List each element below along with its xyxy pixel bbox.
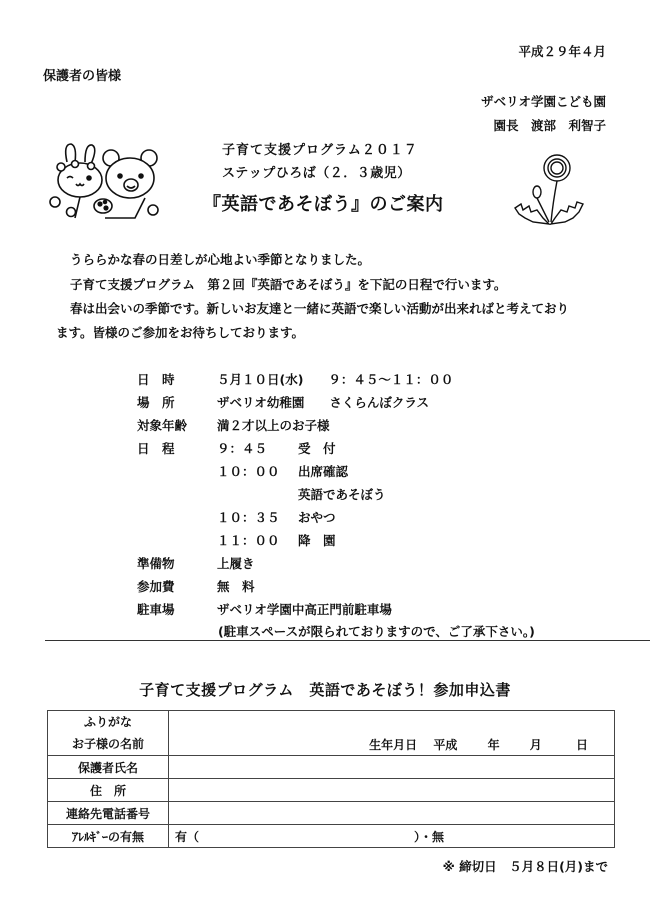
date-of-birth-field[interactable] — [369, 736, 588, 753]
dob-label: 生年月日 — [369, 737, 418, 752]
sender-name: 園長 渡部 利智子 — [493, 118, 606, 133]
intro-line: ます。皆様のご参加をお待ちしております。 — [56, 325, 305, 340]
program-title: 子育て支援プログラム２０１７ — [222, 143, 418, 158]
schedule-time: １１：００ — [217, 533, 280, 548]
dob-day: 日 — [575, 737, 588, 752]
datetime-label: 日 時 — [137, 372, 175, 387]
sender-organization: ザベリオ学園こども園 — [481, 94, 606, 109]
intro-line: うららかな春の日差しが心地よい季節となりました。 — [70, 252, 371, 267]
parking-value: ザベリオ学園中高正門前駐車場 — [217, 602, 392, 617]
schedule-time: ９：４５ — [217, 441, 268, 456]
parking-note: (駐車スペースが限られておりますので、ご了承下さい。) — [218, 624, 535, 639]
age-value: 満２才以上のお子様 — [217, 418, 330, 433]
schedule-activity: 降 園 — [298, 533, 336, 548]
rabbit-bear-illustration-icon — [45, 140, 165, 220]
child-name-row — [48, 711, 615, 756]
dandelion-illustration-icon — [513, 152, 585, 228]
schedule-time: １０：３５ — [217, 510, 280, 525]
address-row — [48, 779, 615, 802]
phone-row — [48, 802, 615, 825]
schedule-activity: 受 付 — [298, 441, 336, 456]
document-date: 平成２９年４月 — [518, 44, 606, 59]
intro-line: 春は出会いの季節です。新しいお友達と一緒に英語で楽しい活動が出来ればと考えており — [70, 301, 570, 316]
cut-line-divider — [45, 640, 650, 641]
schedule-label: 日 程 — [137, 441, 175, 456]
furigana-label: ふりがな — [83, 715, 132, 729]
dob-month: 月 — [529, 737, 542, 752]
child-name-label: お子様の名前 — [71, 737, 144, 751]
place-value: ザベリオ幼稚園 さくらんぼクラス — [217, 395, 430, 410]
allergy-input-cell[interactable] — [169, 825, 615, 848]
datetime-value: ５月１０日(水) ９：４５～１１：００ — [217, 372, 454, 387]
schedule-activity: 出席確認 — [298, 464, 349, 479]
addressee: 保護者の皆様 — [43, 69, 122, 84]
child-name-input-cell[interactable] — [169, 711, 615, 756]
parking-label: 駐車場 — [137, 602, 175, 617]
age-label: 対象年齢 — [137, 418, 188, 433]
items-to-bring-value: 上履き — [217, 556, 255, 571]
dob-era: 平成 — [433, 737, 458, 752]
items-to-bring-label: 準備物 — [137, 556, 175, 571]
guardian-input-cell[interactable] — [169, 756, 615, 779]
allergy-no: ）・無 — [414, 829, 445, 844]
program-subtitle: ステップひろば（２．３歳児） — [222, 166, 411, 181]
main-title: 『英語であそぼう』のご案内 — [203, 194, 444, 215]
guardian-row — [48, 756, 615, 779]
deadline-note: ※ 締切日 ５月８日(月)まで — [442, 859, 608, 874]
allergy-yes: 有（ — [175, 829, 200, 844]
schedule-activity: 英語であそぼう — [298, 487, 386, 502]
allergy-row — [48, 825, 615, 848]
guardian-label: 保護者氏名 — [48, 756, 169, 779]
place-label: 場 所 — [137, 395, 175, 410]
allergy-label: ｱﾚﾙｷﾞｰの有無 — [48, 825, 169, 848]
intro-line: 子育て支援プログラム 第２回『英語であそぼう』を下記の日程で行います。 — [70, 277, 507, 292]
fee-value: 無 料 — [217, 579, 255, 594]
address-input-cell[interactable] — [169, 779, 615, 802]
schedule-time: １０：００ — [217, 464, 280, 479]
phone-label: 連絡先電話番号 — [48, 802, 169, 825]
schedule-activity: おやつ — [298, 510, 336, 525]
child-name-label-cell — [48, 711, 169, 756]
fee-label: 参加費 — [137, 579, 175, 594]
address-label: 住 所 — [48, 779, 169, 802]
form-title: 子育て支援プログラム 英語であそぼう！参加申込書 — [139, 681, 511, 699]
phone-input-cell[interactable] — [169, 802, 615, 825]
dob-year: 年 — [487, 737, 500, 752]
application-form-table — [47, 710, 615, 848]
